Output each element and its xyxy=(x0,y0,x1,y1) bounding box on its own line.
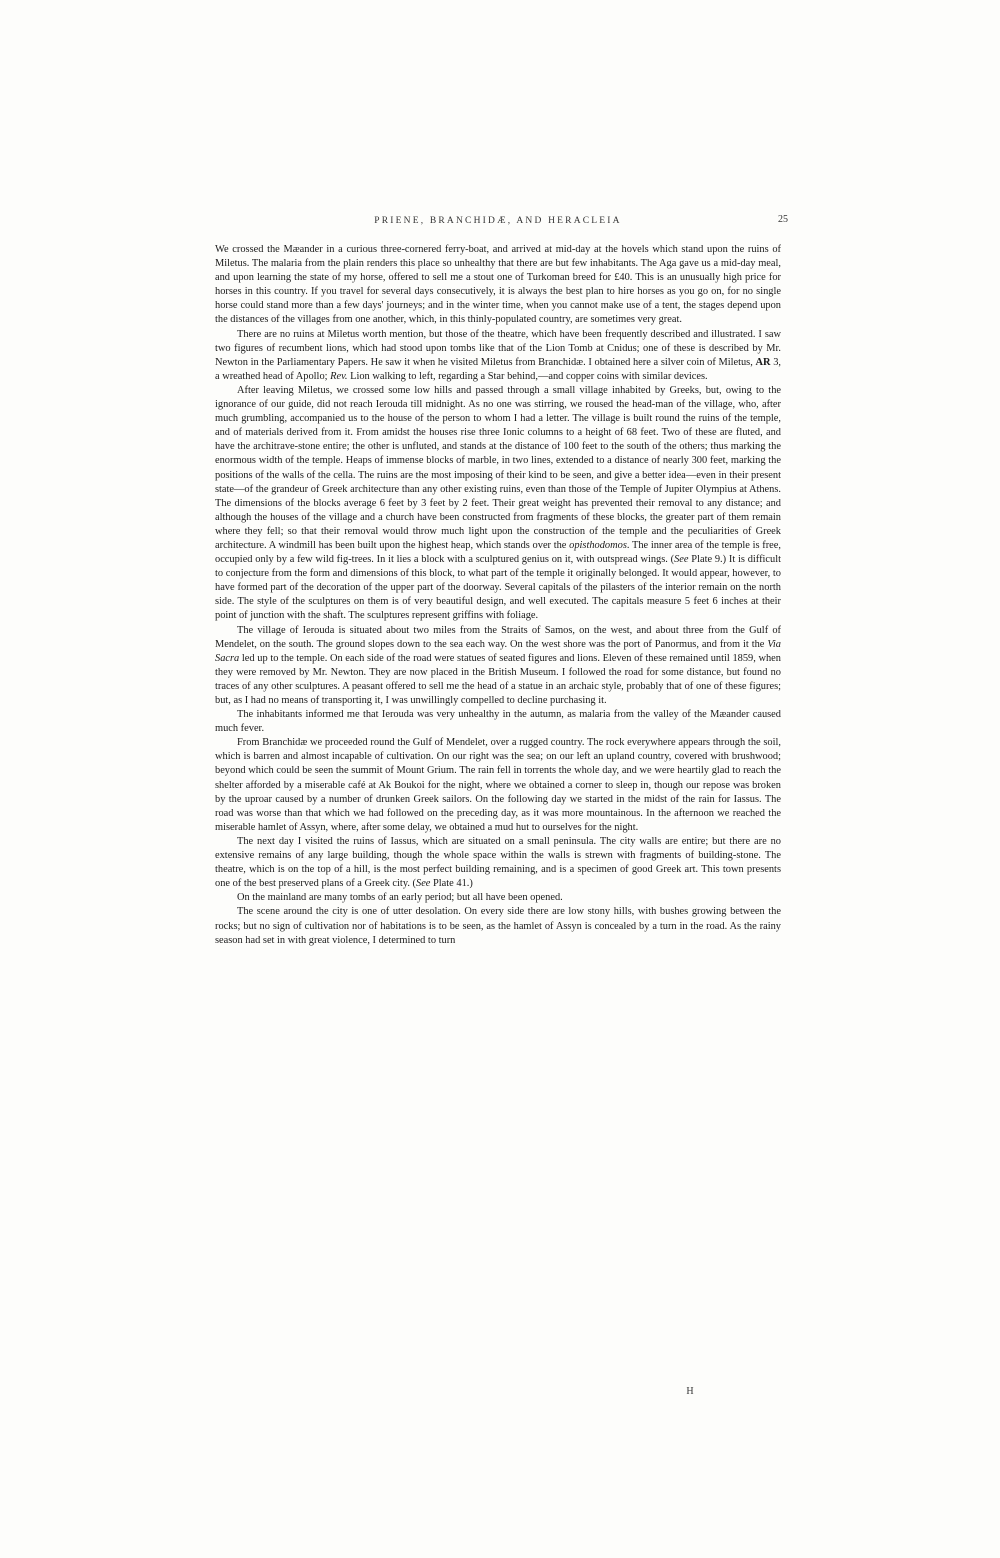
paragraph-text: led up to the temple. On each side of the road were statues of seated figures and lions. Eleven of these remained until 1859, when they were removed by Mr. Newton. They are now placed in the British Museum. I followed the road for some distance, but found no traces of any other sculptures. A peasant offered to sell me the head of a statue in an archaic style, probably that of one of these figures; but, as I had no means of transporting it, I was unwillingly compelled to decline purchasing it. xyxy=(215,652,781,706)
paragraph-text: From Branchidæ we proceeded round the Gulf of Mendelet, over a rugged country. The rock everywhere appears through the soil, which is barren and almost incapable of cultivation. On our right was the sea; on our left an upland country, covered with brushwood; beyond which could be seen the summit of Mount Grium. The rain fell in torrents the whole day, and we were heartily glad to reach the shelter afforded by a miserable café at Ak Boukoi for the night, where we obtained a corner to sleep in, though our repose was broken by the uproar caused by a number of drunken Greek sailors. On the following day we started in the midst of the rain for Iassus. The road was worse than that which we had followed on the preceding day, as it was more mountainous. In the afternoon we reached the miserable hamlet of Assyn, where, after some delay, we obtained a mud hut to ourselves for the night. xyxy=(215,737,781,833)
paragraph xyxy=(215,891,781,905)
paragraph-text: 3, a wreathed head of Apollo; xyxy=(215,356,782,382)
paragraph-text: After leaving Miletus, we crossed some low hills and passed through a small village inhabited by Greeks, but, owing to the ignorance of our guide, did not reach Ierouda till midnight. As no one was stirring, we roused the head-man of the village, who, after much grumbling, accompanied us to the house of the person to whom I had a letter. The village is built round the ruins of the temple, and of materials derived from it. From amidst the houses rise three Ionic columns to a height of 68 feet. Two of these are fluted, and have the architrave-stone entire; the other is unfluted, and stands at the distance of 100 feet to the south of the others; thus marking the enormous width of the temple. Heaps of immense blocks of marble, in two lines, extended to a distance of nearly 300 feet, marking the positions of the walls of the cella. The ruins are the most imposing of their kind to be seen, and give a better idea—even in their present state—of the grandeur of Greek architecture than any other existing ruins, even than those of the Temple of Jupiter Olympius at Athens. The dimensions of the blocks average 6 feet by 3 feet by 2 feet. Their great weight has prevented their removal to any distance; and although the houses of the village and a church have been constructed from fragments of these blocks, the greater part of them remain where they fell; so that their removal would throw much light upon the construction of the temple and the peculiarities of Greek architecture. A windmill has been built upon the highest heap, which stands over the xyxy=(215,384,781,551)
paragraph xyxy=(215,835,781,891)
paragraph xyxy=(215,708,781,736)
italic-text: opisthodomos xyxy=(569,539,627,551)
paragraph-text: There are no ruins at Miletus worth mention, but those of the theatre, which have been frequently described and illustrated. I saw two figures of recumbent lions, which had stood upon tombs like that of the Lion Tomb at Cnidus; one of these is described by Mr. Newton in the Parliamentary Papers. He saw it when he visited Miletus from Branchidæ. I obtained here a silver coin of Miletus, xyxy=(215,328,781,368)
paragraph-text: Plate 9.) It is difficult to conjecture from the form and dimensions of this block, to what part of the temple it originally belonged. It would appear, however, to have formed part of the decoration of the upper part of the doorway. Several capitals of the pilasters of the interior remain on the north side. The style of the sculptures on them is of very beautiful design, and well executed. The capitals measure 5 feet 6 inches at their point of junction with the shaft. The sculptures represent griffins with foliage. xyxy=(215,554,782,622)
paragraph-text: The inhabitants informed me that Ierouda was very unhealthy in the autumn, as malaria from the valley of the Mæander caused much fever. xyxy=(215,709,781,735)
paragraph-text: Lion walking to left, regarding a Star behind,—and copper coins with similar devices. xyxy=(347,370,708,382)
italic-text: See xyxy=(416,878,431,890)
bold-text: AR xyxy=(755,356,771,368)
paragraph-text: The next day I visited the ruins of Iassus, which are situated on a small peninsula. The city walls are entire; but there are no extensive remains of any large building, though the whole space within the walls is strewn with fragments of building-stone. The theatre, which is on the top of a hill, is the most perfect building remaining, and is a specimen of good Greek art. This town presents one of the best preserved plans of a Greek city. ( xyxy=(215,835,781,890)
paragraph-text: We crossed the Mæander in a curious three-cornered ferry-boat, and arrived at mid-day at the hovels which stand upon the ruins of Miletus. The malaria from the plain renders this place so unhealthy that there are but few inhabitants. The Aga gave us a mid-day meal, and upon learning the state of my horse, offered to sell me a stout one of Turkoman breed for £40. This is an unusually high price for horses in this country. If you travel for several days consecutively, it is always the best plan to hire horses as you go on, for no single horse could stand more than a few days' journeys; and in the winter time, when you cannot make use of a tent, the stages depend upon the distances of the villages from one another, which, in this thinly-populated country, are sometimes very great. xyxy=(215,244,781,326)
paragraph-text: The village of Ierouda is situated about two miles from the Straits of Samos, on the west, and about three from the Gulf of Mendelet, on the south. The ground slopes down to the sea each way. On the west shore was the port of Panormus, and from it the xyxy=(215,624,781,650)
paragraph xyxy=(215,905,781,947)
running-head: PRIENE, BRANCHIDÆ, AND HERACLEIA xyxy=(374,216,622,226)
paragraph-text: . The inner area of the temple is free, occupied only by a few wild fig-trees. In it lies a block with a sculptured genius on it, with outspread wings. ( xyxy=(215,539,781,566)
paragraph xyxy=(215,328,781,384)
italic-text: See xyxy=(674,554,689,566)
body-text xyxy=(215,243,781,948)
paragraph-text: On the mainland are many tombs of an early period; but all have been opened. xyxy=(237,892,563,904)
signature-mark: H xyxy=(686,1386,694,1397)
paragraph xyxy=(215,384,781,624)
page-number: 25 xyxy=(778,214,788,225)
italic-text: Via Sacra xyxy=(215,638,781,664)
italic-text: Rev. xyxy=(330,370,348,382)
paragraph-text: Plate 41.) xyxy=(430,878,473,890)
paragraph xyxy=(215,624,781,709)
paragraph-text: The scene around the city is one of utter desolation. On every side there are low stony hills, with bushes growing between the rocks; but no sign of cultivation nor of habitations is to be seen, as the hamlet of Assyn is concealed by a turn in the road. As the rainy season had set in with great violence, I determined to turn xyxy=(215,906,781,946)
paragraph xyxy=(215,736,781,835)
paragraph xyxy=(215,243,781,328)
